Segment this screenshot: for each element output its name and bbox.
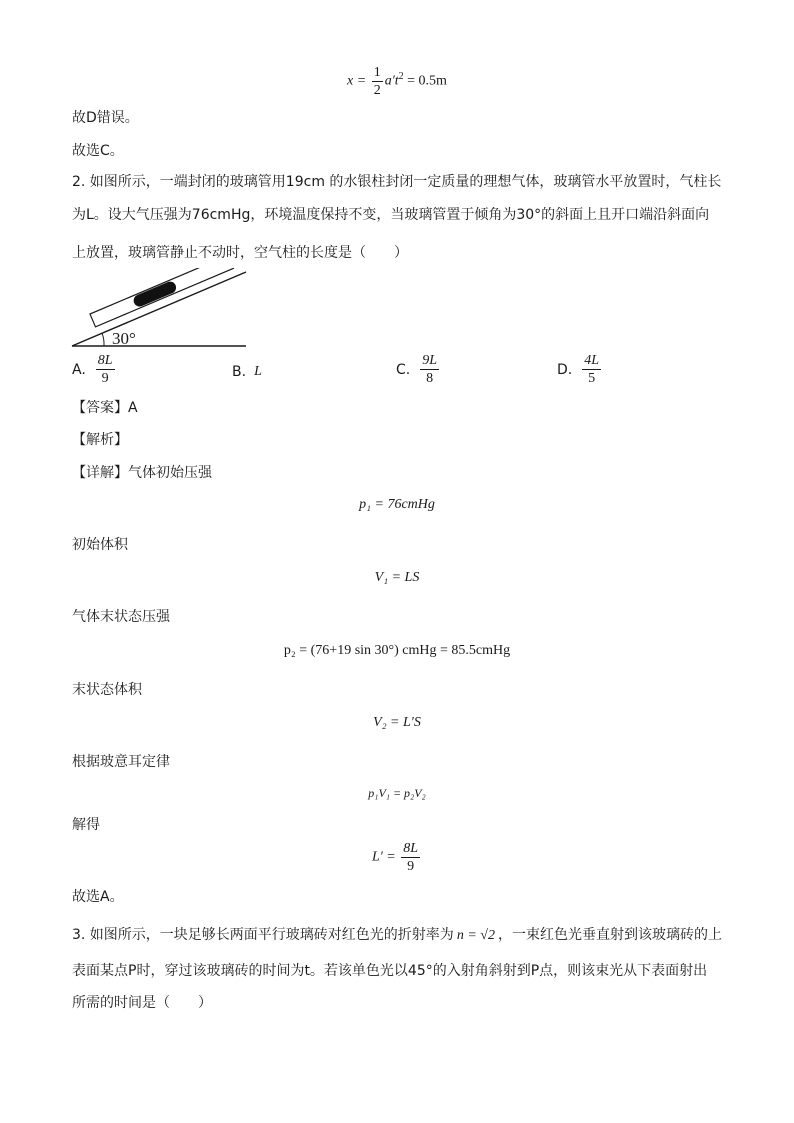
eq-fraction-num: 1 [373, 65, 381, 80]
equation-boyle: p₁V₁ = p₂V₂ [368, 786, 426, 800]
option-d-fraction [582, 352, 601, 387]
final-pressure-label: 气体末状态压强 [72, 609, 170, 625]
boyle-law-label: 根据玻意耳定律 [72, 754, 170, 770]
text-d-wrong: 故D错误。 [72, 110, 139, 126]
result-lhs: L′ = [371, 849, 396, 865]
detail-line: 【详解】气体初始压强 [72, 465, 212, 481]
option-a-fraction [96, 352, 115, 387]
option-b-label: B. [232, 364, 247, 380]
q3-refractive-index: n = √2 [456, 928, 495, 943]
eq-rhs: = 0.5m [407, 73, 447, 89]
option-b[interactable] [232, 364, 262, 380]
result-num: 8L [403, 841, 419, 856]
angle-label: 30° [112, 329, 136, 348]
equation-p2: p₂ = (76+19 sin 30°) cmHg = 85.5cmHg [283, 643, 511, 658]
q3-line1 [72, 925, 722, 946]
eq-lhs: x = [347, 73, 367, 89]
glass-tube [90, 268, 234, 327]
solve-label: 解得 [72, 817, 100, 833]
initial-volume-label: 初始体积 [72, 537, 128, 553]
answer-line: 【答案】A [72, 400, 138, 416]
text-choose-c: 故选C。 [72, 143, 124, 159]
option-d-label: D. [557, 361, 573, 378]
option-c-label: C. [396, 361, 411, 378]
equation-p1: p₁ = 76cmHg [359, 497, 435, 512]
analysis-heading: 【解析】 [72, 432, 128, 448]
incline-line [72, 272, 246, 346]
option-d[interactable] [557, 352, 603, 387]
option-c-num: 9L [422, 353, 438, 368]
result-den: 9 [407, 859, 415, 874]
q3-line1-a: 3. 如图所示，一块足够长两面平行玻璃砖对红色光的折射率为 [72, 927, 454, 943]
q3-line2: 表面某点P时，穿过该玻璃砖的时间为t。若该单色光以45°的入射角斜射到P点，则该束光从下表面射出 [72, 963, 708, 979]
final-volume-label: 末状态体积 [72, 682, 142, 698]
option-c-den: 8 [426, 371, 434, 386]
option-c[interactable] [396, 352, 441, 387]
incline-tube-figure [68, 268, 252, 352]
angle-arc [102, 333, 104, 346]
q2-line3: 上放置，玻璃管静止不动时，空气柱的长度是（ ） [72, 245, 408, 261]
option-b-value: L [254, 364, 262, 379]
q3-line1-b: ，一束红色光垂直射到该玻璃砖的上 [497, 927, 722, 943]
equation-v2: V₂ = L′S [373, 715, 421, 730]
q2-line1: 2. 如图所示，一端封闭的玻璃管用19cm 的水银柱封闭一定质量的理想气体，玻璃管水平放置时，气柱长 [72, 174, 722, 190]
eq-mid: a′t [384, 73, 399, 89]
option-a-den: 9 [101, 371, 109, 386]
equation-displacement [0, 64, 794, 99]
result-fraction [401, 840, 420, 875]
choose-a-line: 故选A。 [72, 889, 124, 905]
q2-line2: 为L。设大气压强为76cmHg，环境温度保持不变，当玻璃管置于倾角为30°的斜面上且开口端沿斜面向 [72, 207, 710, 223]
option-a-label: A. [72, 361, 86, 378]
option-a-num: 8L [97, 353, 113, 368]
equation-result [0, 840, 794, 875]
option-a[interactable] [72, 352, 117, 387]
eq-fraction [372, 64, 383, 99]
option-c-fraction [420, 352, 439, 387]
q3-line3: 所需的时间是（ ） [72, 995, 212, 1011]
eq-fraction-den: 2 [373, 83, 381, 98]
equation-v1: V₁ = LS [374, 570, 420, 585]
option-d-den: 5 [588, 371, 596, 386]
eq-exp: 2 [398, 71, 404, 83]
option-d-num: 4L [584, 353, 600, 368]
